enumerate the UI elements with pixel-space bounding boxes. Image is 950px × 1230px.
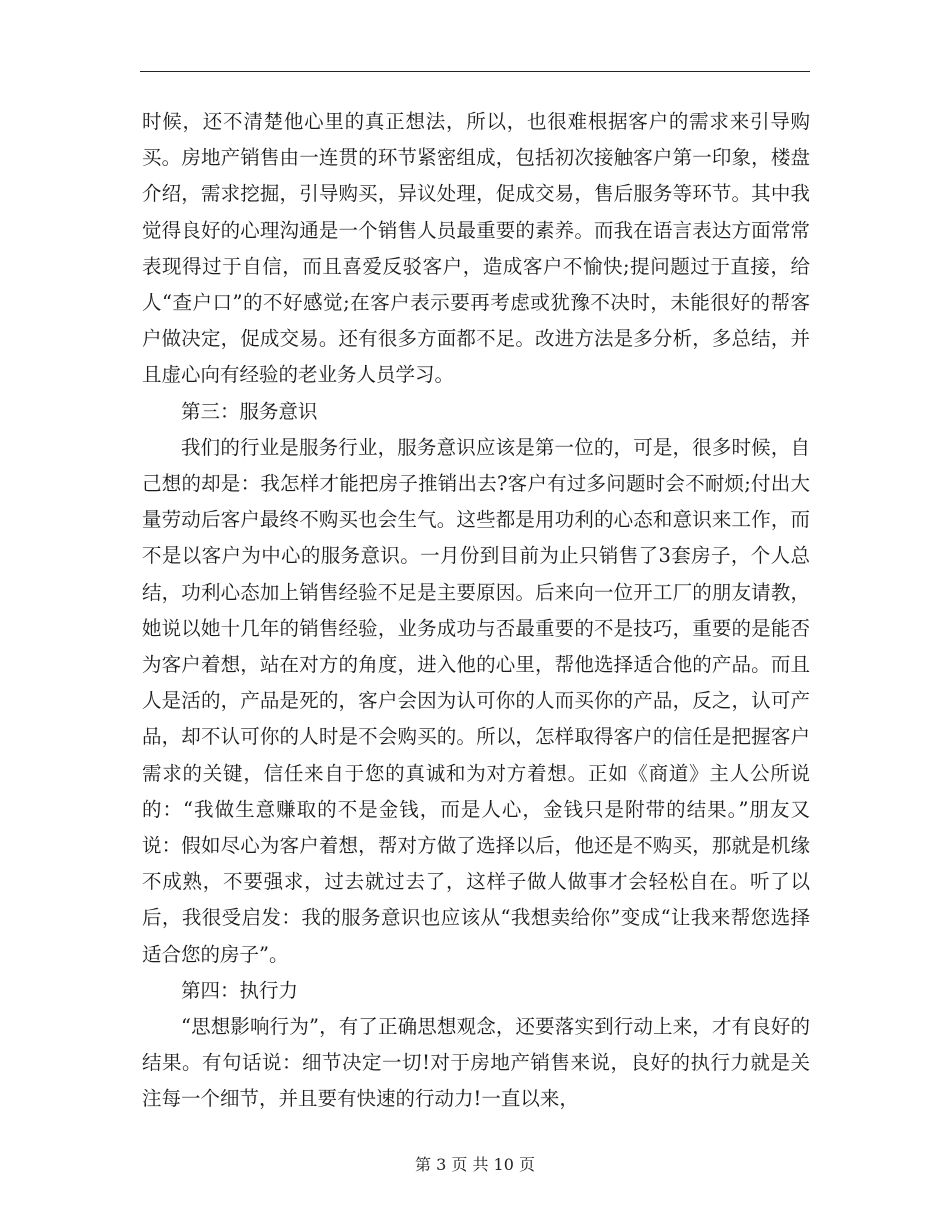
- section-heading-service: 第三：服务意识: [181, 399, 318, 423]
- document-body: [142, 104, 810, 1118]
- page-footer: 第 3 页 共 10 页: [415, 1155, 535, 1174]
- header-rule: [140, 71, 810, 72]
- paragraph-continuation: 时候，还不清楚他心里的真正想法，所以，也很难根据客户的需求来引导购买。房地产销售由一连贯的环节紧密组成，包括初次接触客户第一印象，楼盘介绍，需求挖掘，引导购买，异议处理，促成交易，售后服务等环节。其中我觉得良好的心理沟通是一个销售人员最重要的素养。而我在语言表达方面常常表现得过于自信，而且喜爱反驳客户，造成客户不愉快;提问题过于直接，给人“查户口”的不好感觉;在客户表示要再考虑或犹豫不决时，未能很好的帮客户做决定，促成交易。还有很多方面都不足。改进方法是多分析，多总结，并且虚心向有经验的老业务人员学习。: [142, 110, 810, 387]
- section-heading-execution: 第四：执行力: [181, 978, 299, 1002]
- paragraph-service: 我们的行业是服务行业，服务意识应该是第一位的，可是，很多时候，自己想的却是：我怎样才能把房子推销出去?客户有过多问题时会不耐烦;付出大量劳动后客户最终不购买也会生气。这些都是用功利的心态和意识来工作，而不是以客户为中心的服务意识。一月份到目前为止只销售了3套房子，个人总结，功利心态加上销售经验不足是主要原因。后来向一位开工厂的朋友请教，她说以她十几年的销售经验，业务成功与否最重要的不是技巧，重要的是能否为客户着想，站在对方的角度，进入他的心里，帮他选择适合他的产品。而且人是活的，产品是死的，客户会因为认可你的人而买你的产品，反之，认可产品，却不认可你的人时是不会购买的。所以，怎样取得客户的信任是把握客户需求的关键，信任来自于您的真诚和为对方着想。正如《商道》主人公所说的：“我做生意赚取的不是金钱，而是人心，金钱只是附带的结果。”朋友又说：假如尽心为客户着想，帮对方做了选择以后，他还是不购买，那就是机缘不成熟，不要强求，过去就过去了，这样子做人做事才会轻松自在。听了以后，我很受启发：我的服务意识也应该从“我想卖给你”变成“让我来帮您选择适合您的房子”。: [142, 435, 810, 966]
- paragraph-execution: “思想影响行为”，有了正确思想观念，还要落实到行动上来，才有良好的结果。有句话说：细节决定一切!对于房地产销售来说，良好的执行力就是关注每一个细节，并且要有快速的行动力!一直以来，: [142, 1015, 810, 1111]
